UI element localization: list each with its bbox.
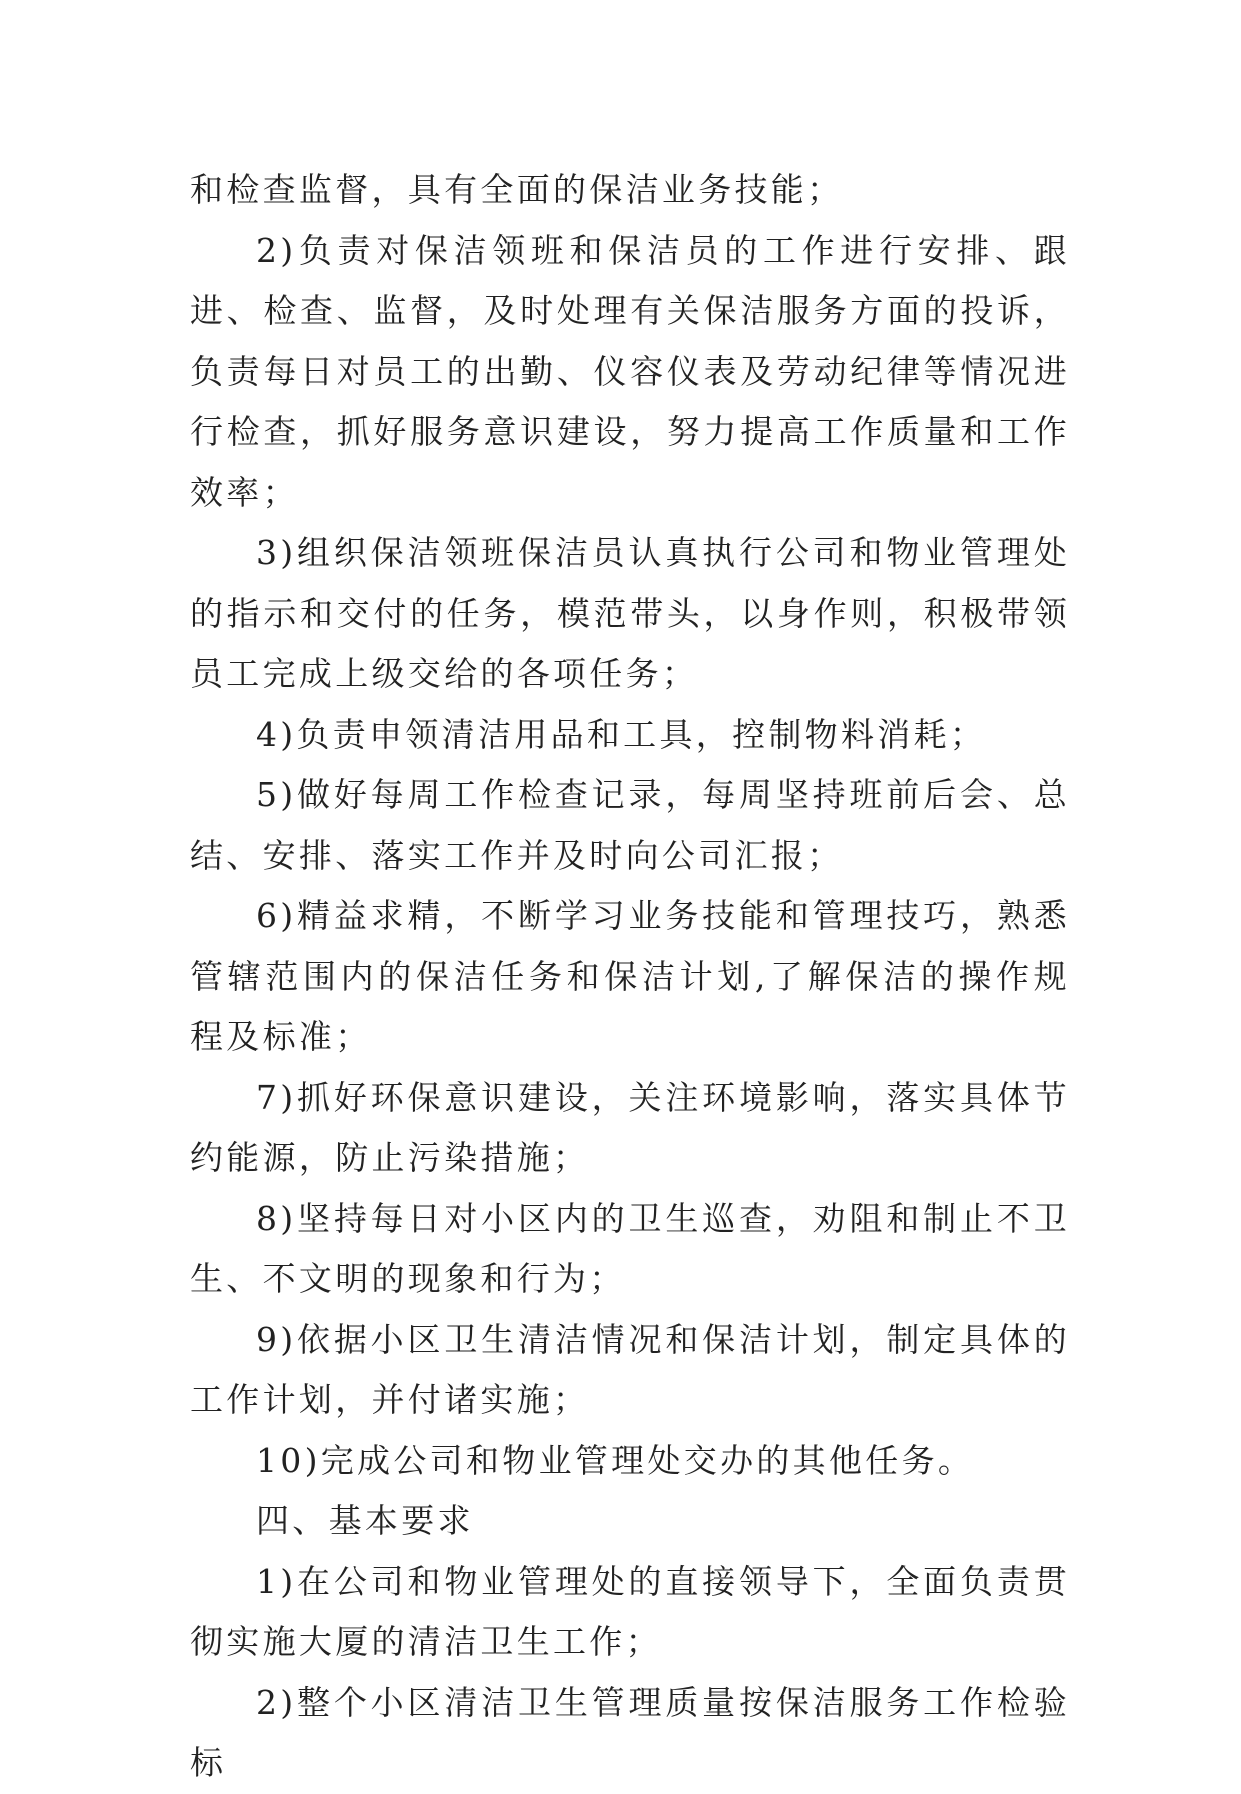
paragraph-duty-7: 7)抓好环保意识建设，关注环境影响，落实具体节约能源，防止污染措施； <box>190 1077 1070 1177</box>
paragraph-duty-4: 4)负责申领清洁用品和工具，控制物料消耗； <box>256 714 987 754</box>
paragraph-duty-9: 9)依据小区卫生清洁情况和保洁计划，制定具体的工作计划，并付诸实施； <box>190 1319 1070 1419</box>
section-heading-basic-requirements: 四、基本要求 <box>256 1501 474 1540</box>
paragraph-duty-3: 3)组织保洁领班保洁员认真执行公司和物业管理处的指示和交付的任务，模范带头，以身作则，积极带领员工完成上级交给的各项任务； <box>190 533 1070 693</box>
paragraph-requirement-2: 2)整个小区清洁卫生管理质量按保洁服务工作检验标 <box>190 1682 1070 1782</box>
paragraph-duty-10: 10)完成公司和物业管理处交办的其他任务。 <box>256 1440 975 1480</box>
paragraph-duty-6: 6)精益求精，不断学习业务技能和管理技巧，熟悉管辖范围内的保洁任务和保洁计划,了解保洁的操作规程及标准； <box>190 896 1070 1056</box>
paragraph-duty-5: 5)做好每周工作检查记录，每周坚持班前后会、总结、安排、落实工作并及时向公司汇报； <box>190 775 1070 875</box>
paragraph-duty-2: 2)负责对保洁领班和保洁员的工作进行安排、跟进、检查、监督，及时处理有关保洁服务方面的投诉，负责每日对员工的出勤、仪容仪表及劳动纪律等情况进行检查，抓好服务意识建设，努力提高工作质量和工作效率； <box>190 230 1070 512</box>
paragraph-requirement-1: 1)在公司和物业管理处的直接领导下，全面负责贯彻实施大厦的清洁卫生工作； <box>190 1561 1070 1661</box>
paragraph-continuation: 和检查监督，具有全面的保洁业务技能； <box>190 170 844 209</box>
document-body <box>190 160 1070 1794</box>
paragraph-duty-8: 8)坚持每日对小区内的卫生巡查，劝阻和制止不卫生、不文明的现象和行为； <box>190 1198 1070 1298</box>
